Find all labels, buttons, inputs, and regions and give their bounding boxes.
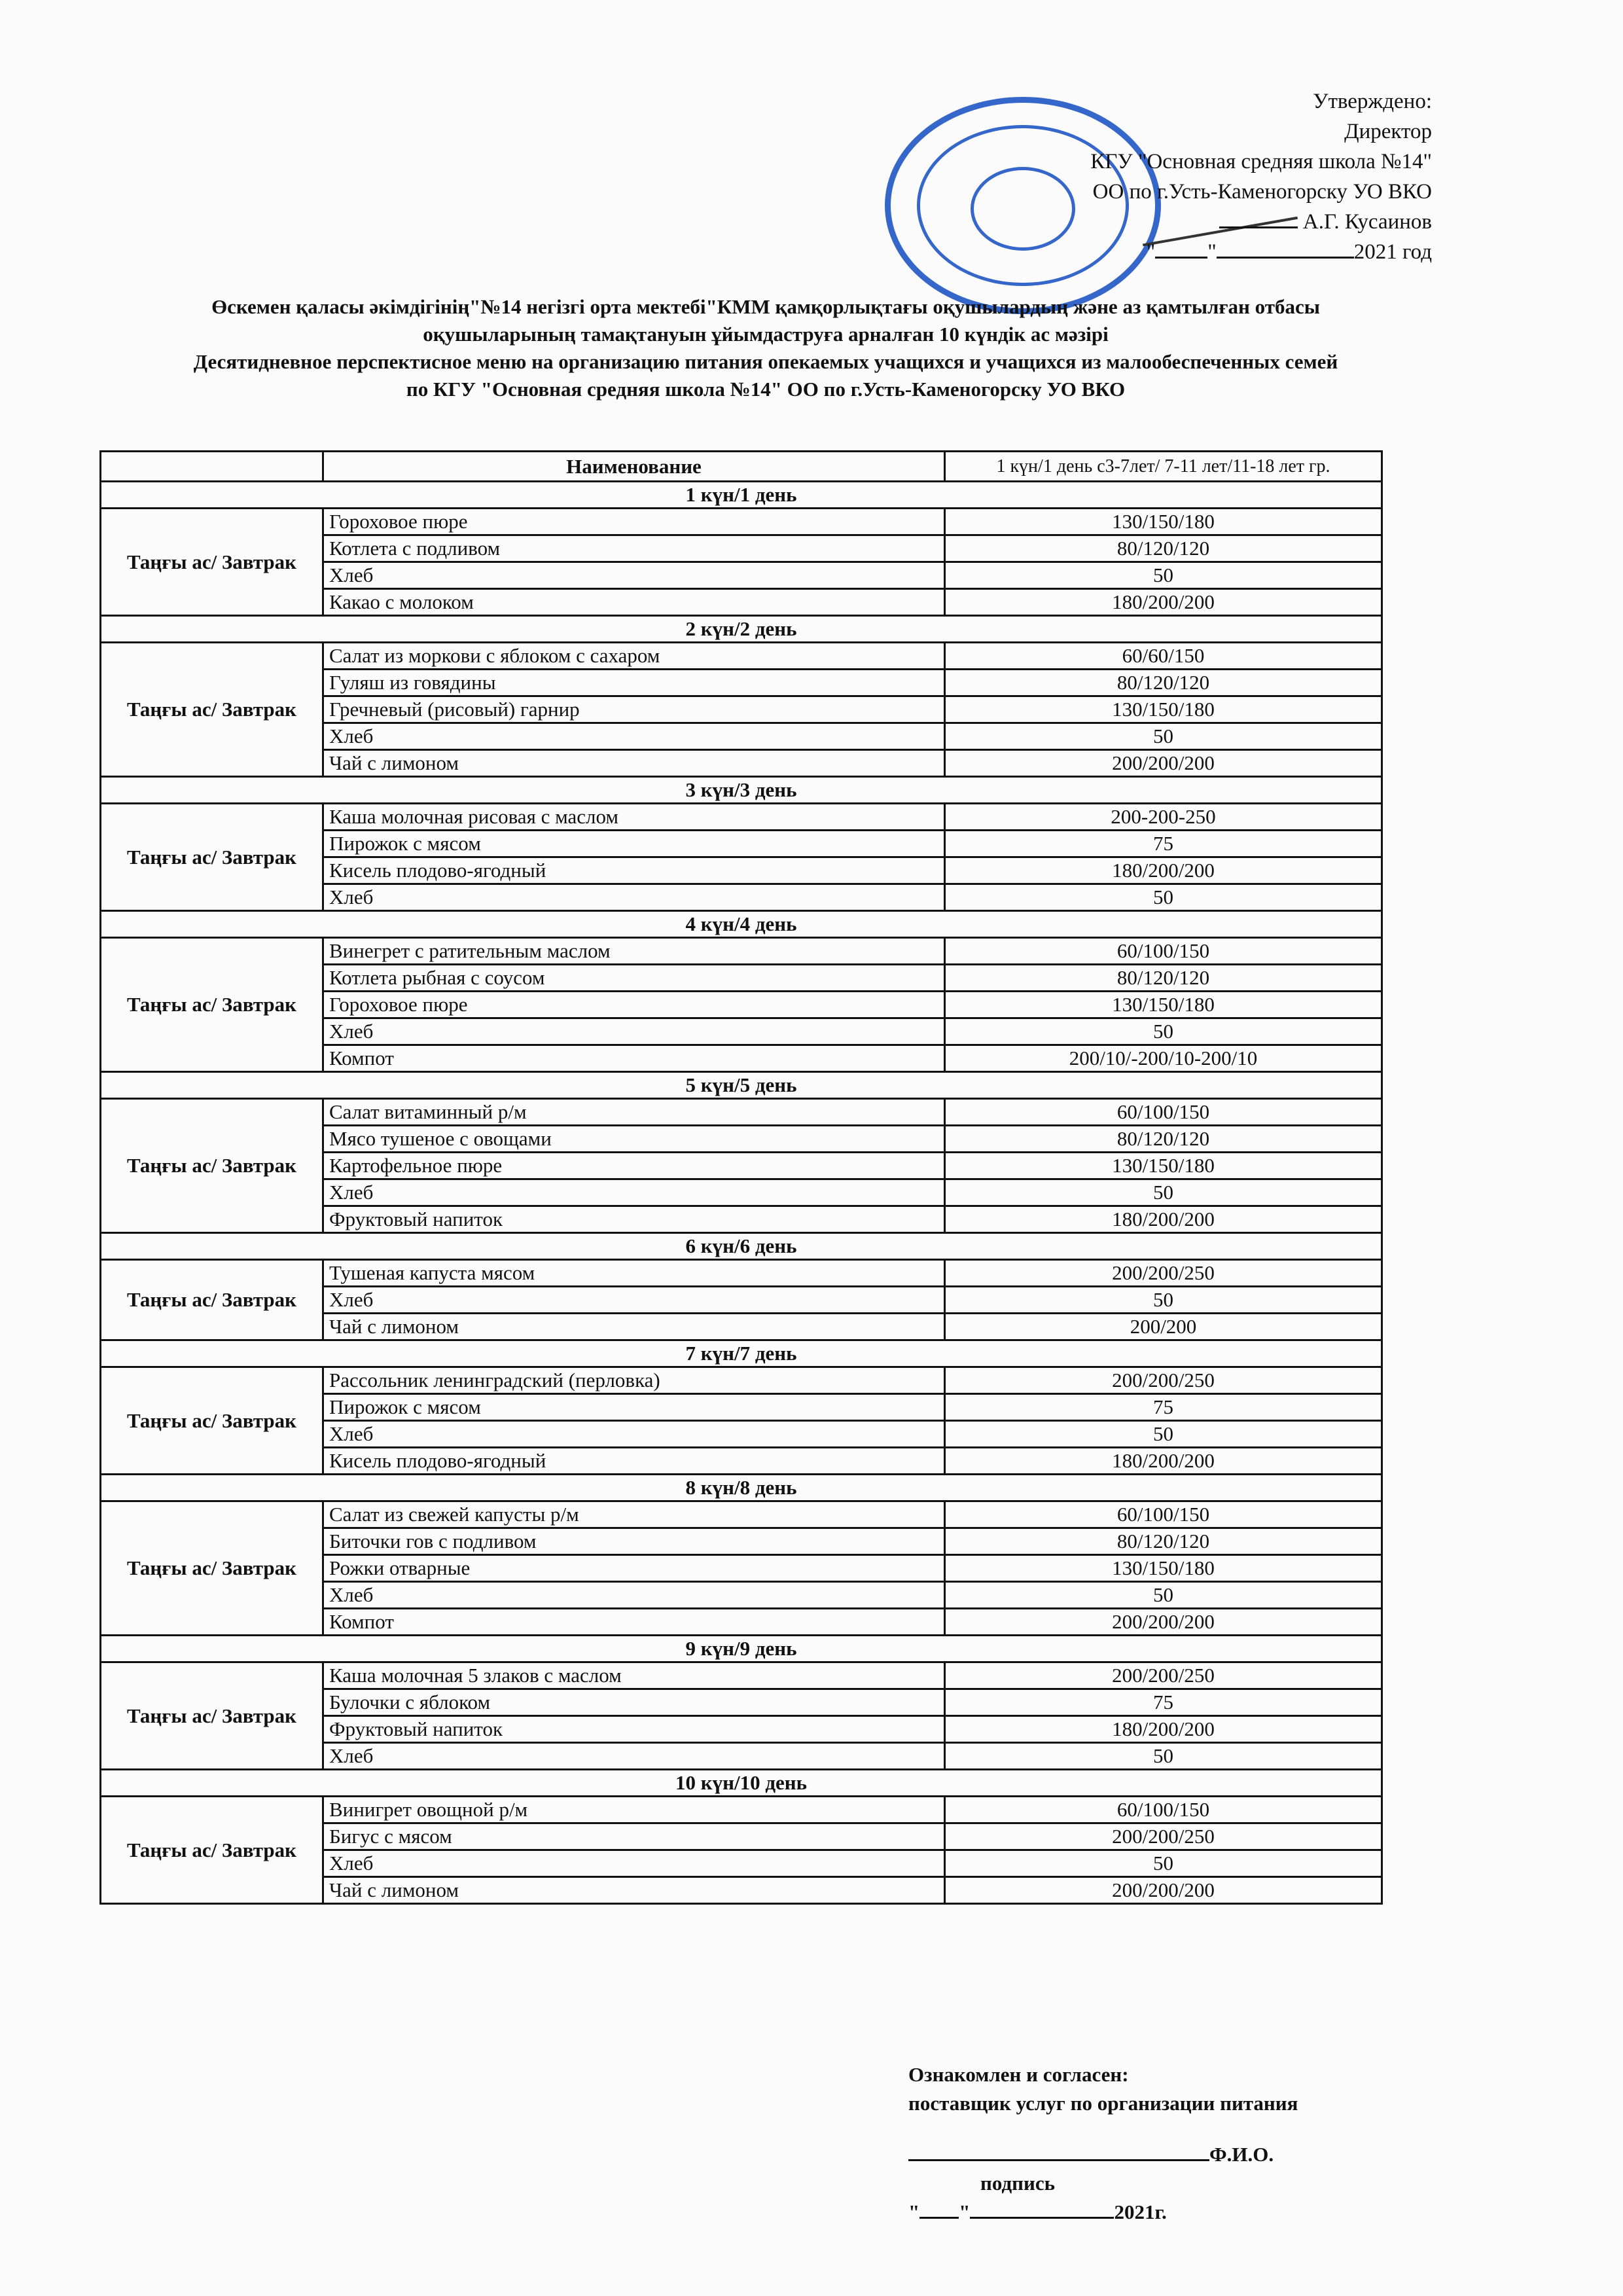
approval-date: " " 2021 год (1146, 240, 1432, 264)
heading-ru-line2: по КГУ "Основная средняя школа №14" ОО по г.Усть-Каменогорску УО ВКО (406, 378, 1126, 401)
day-title: 10 күн/10 день (101, 1770, 1382, 1797)
portion-size: 180/200/200 (945, 1448, 1382, 1475)
dish-name: Винигрет овощной р/м (323, 1797, 945, 1823)
portion-size: 75 (945, 1394, 1382, 1421)
approval-position: Директор (1344, 120, 1432, 143)
portion-size: 50 (945, 1018, 1382, 1045)
portion-size: 50 (945, 562, 1382, 589)
day-title: 6 күн/6 день (101, 1233, 1382, 1260)
portion-size: 75 (945, 831, 1382, 857)
portion-size: 200/200/200 (945, 1877, 1382, 1904)
column-header-name: Наименование (323, 452, 945, 482)
table-row (101, 643, 1382, 670)
dish-name: Хлеб (323, 1421, 945, 1448)
day-header-row (101, 777, 1382, 804)
portion-size: 50 (945, 884, 1382, 911)
table-header-row (101, 452, 1382, 482)
dish-name: Компот (323, 1045, 945, 1072)
day-header-row (101, 1340, 1382, 1367)
portion-size: 200/200/250 (945, 1662, 1382, 1689)
dish-name: Гречневый (рисовый) гарнир (323, 696, 945, 723)
dish-name: Хлеб (323, 1018, 945, 1045)
table-row (101, 1260, 1382, 1287)
day-title: 5 күн/5 день (101, 1072, 1382, 1099)
portion-size: 50 (945, 723, 1382, 750)
dish-name: Каша молочная 5 злаков с маслом (323, 1662, 945, 1689)
heading-kz-line1: Өскемен қаласы әкімдігінің"№14 негізгі орта мектебі"КММ қамқорлықтағы оқушылардың және аз қамтылған отбасы (211, 295, 1320, 318)
dish-name: Компот (323, 1609, 945, 1636)
portion-size: 80/120/120 (945, 1126, 1382, 1153)
heading-kz-line2: оқушыларының тамақтануын ұйымдаструға арналған 10 күндік ас мәзірі (423, 323, 1109, 346)
portion-size: 180/200/200 (945, 589, 1382, 616)
portion-size: 200/200/200 (945, 750, 1382, 777)
dish-name: Кисель плодово-ягодный (323, 1448, 945, 1475)
table-row (101, 1099, 1382, 1126)
day-title: 1 күн/1 день (101, 482, 1382, 509)
portion-size: 200/200/250 (945, 1823, 1382, 1850)
portion-size: 130/150/180 (945, 509, 1382, 535)
day-header-row (101, 1233, 1382, 1260)
dish-name: Рожки отварные (323, 1555, 945, 1582)
portion-size: 80/120/120 (945, 670, 1382, 696)
portion-size: 80/120/120 (945, 965, 1382, 992)
portion-size: 200/200 (945, 1314, 1382, 1340)
dish-name: Хлеб (323, 884, 945, 911)
dish-name: Салат из свежей капусты р/м (323, 1501, 945, 1528)
day-title: 7 күн/7 день (101, 1340, 1382, 1367)
portion-size: 200/200/250 (945, 1367, 1382, 1394)
day-title: 3 күн/3 день (101, 777, 1382, 804)
table-row (101, 1501, 1382, 1528)
dish-name: Тушеная капуста мясом (323, 1260, 945, 1287)
dish-name: Какао с молоком (323, 589, 945, 616)
menu-table (99, 450, 1383, 1905)
footer-agreement: Ознакомлен и согласен: (908, 2063, 1129, 2086)
portion-size: 200/10/-200/10-200/10 (945, 1045, 1382, 1072)
portion-size: 180/200/200 (945, 1206, 1382, 1233)
dish-name: Хлеб (323, 562, 945, 589)
approval-org: КГУ "Основная средняя школа №14" (1090, 150, 1432, 173)
dish-name: Мясо тушеное с овощами (323, 1126, 945, 1153)
emblem-icon (971, 167, 1075, 251)
dish-name: Хлеб (323, 1582, 945, 1609)
meal-label: Таңғы ас/ Завтрак (101, 643, 323, 777)
portion-size: 200/200/250 (945, 1260, 1382, 1287)
meal-label: Таңғы ас/ Завтрак (101, 1797, 323, 1904)
dish-name: Салат из моркови с яблоком с сахаром (323, 643, 945, 670)
dish-name: Бигус с мясом (323, 1823, 945, 1850)
dish-name: Салат витаминный р/м (323, 1099, 945, 1126)
dish-name: Картофельное пюре (323, 1153, 945, 1179)
table-row (101, 1367, 1382, 1394)
approval-title: Утверждено: (1313, 90, 1432, 113)
footer-signature-label: подпись (980, 2172, 1056, 2195)
day-header-row (101, 1636, 1382, 1662)
dish-name: Котлета рыбная с соусом (323, 965, 945, 992)
portion-size: 130/150/180 (945, 1555, 1382, 1582)
meal-label: Таңғы ас/ Завтрак (101, 938, 323, 1072)
table-row (101, 804, 1382, 831)
day-title: 2 күн/2 день (101, 616, 1382, 643)
dish-name: Гороховое пюре (323, 509, 945, 535)
day-title: 4 күн/4 день (101, 911, 1382, 938)
meal-label: Таңғы ас/ Завтрак (101, 804, 323, 911)
header-empty-cell (101, 452, 323, 482)
portion-size: 50 (945, 1582, 1382, 1609)
dish-name: Булочки с яблоком (323, 1689, 945, 1716)
portion-size: 130/150/180 (945, 992, 1382, 1018)
portion-size: 200/200/200 (945, 1609, 1382, 1636)
dish-name: Фруктовый напиток (323, 1716, 945, 1743)
dish-name: Кисель плодово-ягодный (323, 857, 945, 884)
footer-block (908, 2060, 1298, 2227)
portion-size: 80/120/120 (945, 535, 1382, 562)
footer-fio-line: Ф.И.О. (908, 2140, 1298, 2169)
portion-size: 60/100/150 (945, 1797, 1382, 1823)
approval-org-dept: ОО по г.Усть-Каменогорску УО ВКО (1092, 180, 1432, 204)
dish-name: Винегрет с ратительным маслом (323, 938, 945, 965)
footer-date-line: " " 2021г. (908, 2200, 1167, 2223)
portion-size: 50 (945, 1421, 1382, 1448)
day-header-row (101, 1475, 1382, 1501)
portion-size: 50 (945, 1743, 1382, 1770)
dish-name: Пирожок с мясом (323, 831, 945, 857)
dish-name: Гуляш из говядины (323, 670, 945, 696)
portion-size: 60/100/150 (945, 1501, 1382, 1528)
portion-size: 180/200/200 (945, 857, 1382, 884)
dish-name: Чай с лимоном (323, 1877, 945, 1904)
meal-label: Таңғы ас/ Завтрак (101, 509, 323, 616)
dish-name: Хлеб (323, 1850, 945, 1877)
dish-name: Хлеб (323, 1179, 945, 1206)
portion-size: 50 (945, 1850, 1382, 1877)
dish-name: Фруктовый напиток (323, 1206, 945, 1233)
dish-name: Котлета с подливом (323, 535, 945, 562)
dish-name: Пирожок с мясом (323, 1394, 945, 1421)
portion-size: 60/60/150 (945, 643, 1382, 670)
meal-label: Таңғы ас/ Завтрак (101, 1662, 323, 1770)
meal-label: Таңғы ас/ Завтрак (101, 1099, 323, 1233)
portion-size: 130/150/180 (945, 1153, 1382, 1179)
column-header-portion: 1 күн/1 день с3-7лет/ 7-11 лет/11-18 лет гр. (945, 452, 1382, 482)
dish-name: Чай с лимоном (323, 750, 945, 777)
portion-size: 80/120/120 (945, 1528, 1382, 1555)
document-headings (98, 293, 1433, 403)
approval-director-name: А.Г. Кусаинов (1090, 207, 1432, 237)
portion-size: 130/150/180 (945, 696, 1382, 723)
table-row (101, 1797, 1382, 1823)
day-title: 9 күн/9 день (101, 1636, 1382, 1662)
heading-ru-line1: Десятидневное перспектисное меню на организацию питания опекаемых учащихся и учащихся из малообеспеченных семей (193, 350, 1338, 373)
portion-size: 60/100/150 (945, 1099, 1382, 1126)
day-title: 8 күн/8 день (101, 1475, 1382, 1501)
dish-name: Каша молочная рисовая с маслом (323, 804, 945, 831)
dish-name: Чай с лимоном (323, 1314, 945, 1340)
portion-size: 75 (945, 1689, 1382, 1716)
approval-block (1090, 86, 1432, 267)
meal-label: Таңғы ас/ Завтрак (101, 1501, 323, 1636)
meal-label: Таңғы ас/ Завтрак (101, 1367, 323, 1475)
portion-size: 180/200/200 (945, 1716, 1382, 1743)
portion-size: 50 (945, 1179, 1382, 1206)
meal-label: Таңғы ас/ Завтрак (101, 1260, 323, 1340)
dish-name: Хлеб (323, 723, 945, 750)
dish-name: Рассольник ленинградский (перловка) (323, 1367, 945, 1394)
day-header-row (101, 1770, 1382, 1797)
footer-provider: поставщик услуг по организации питания (908, 2092, 1298, 2115)
day-header-row (101, 911, 1382, 938)
portion-size: 50 (945, 1287, 1382, 1314)
dish-name: Хлеб (323, 1743, 945, 1770)
day-header-row (101, 616, 1382, 643)
day-header-row (101, 482, 1382, 509)
portion-size: 200-200-250 (945, 804, 1382, 831)
dish-name: Гороховое пюре (323, 992, 945, 1018)
table-row (101, 938, 1382, 965)
dish-name: Хлеб (323, 1287, 945, 1314)
day-header-row (101, 1072, 1382, 1099)
dish-name: Биточки гов с подливом (323, 1528, 945, 1555)
portion-size: 60/100/150 (945, 938, 1382, 965)
table-row (101, 1662, 1382, 1689)
table-row (101, 509, 1382, 535)
